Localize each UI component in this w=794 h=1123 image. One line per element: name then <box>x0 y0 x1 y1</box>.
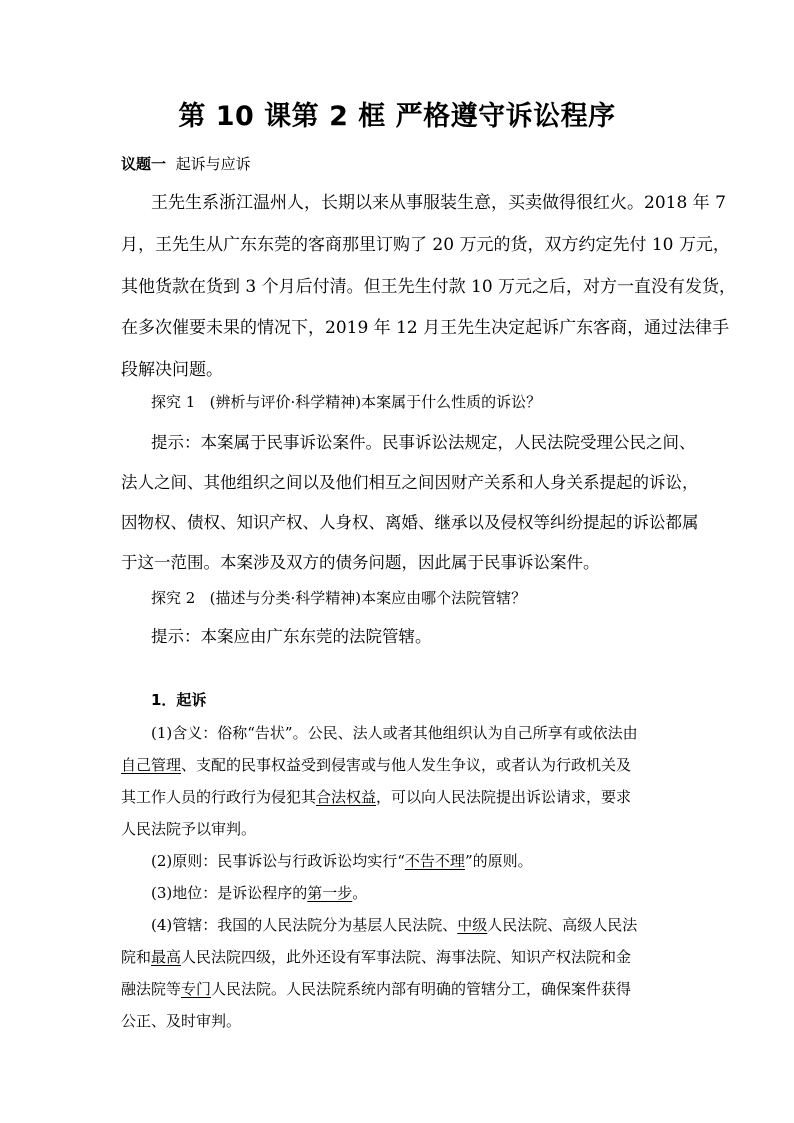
point-line: 融法院等专门人民法院。人民法院系统内部有明确的管辖分工，确保案件获得 <box>121 980 632 998</box>
case-line: 王先生系浙江温州人，长期以来从事服装生意，买卖做得很红火。2018 年 7 <box>151 193 726 213</box>
explore-text: (辨析与评价·科学精神)本案属于什么性质的诉讼？ <box>209 393 542 411</box>
point-status: (3)地位：是诉讼程序的第一步。 <box>151 884 368 902</box>
answer-line: 法人之间、其他组织之间以及他们相互之间因财产关系和人身关系提起的诉讼， <box>121 473 699 492</box>
answer-line: 于这一范围。本案涉及双方的债务问题，因此属于民事诉讼案件。 <box>121 553 600 572</box>
underlined-term: 第一步 <box>307 884 353 902</box>
underlined-term: 合法权益 <box>316 788 377 806</box>
explore-question-2 <box>151 587 526 608</box>
underlined-term: 最高 <box>151 948 182 966</box>
heading-sue: 1．起诉 <box>151 691 207 709</box>
point-line: (1)含义：俗称“告状”。公民、法人或者其他组织认为自己所享有或依法由 <box>151 724 638 742</box>
underlined-term: 专门 <box>181 980 212 998</box>
case-line: 月，王先生从广东东莞的客商那里订购了 20 万元的货，双方约定先付 10 万元， <box>121 235 730 255</box>
underlined-term: 中级 <box>457 916 488 934</box>
underlined-term: 不告不理 <box>404 852 465 870</box>
case-line: 其他货款在货到 3 个月后付清。但王先生付款 10 万元之后，对方一直没有发货， <box>121 277 737 297</box>
explore-label: 探究 1 <box>151 393 196 411</box>
section-heading <box>121 153 251 174</box>
answer-line: 因物权、债权、知识产权、人身权、离婚、继承以及侵权等纠纷提起的诉讼都属 <box>121 513 699 532</box>
point-line: 其工作人员的行政行为侵犯其合法权益，可以向人民法院提出诉讼请求，要求 <box>121 788 632 806</box>
section-topic: 起诉与应诉 <box>175 155 251 173</box>
point-line: (4)管辖：我国的人民法院分为基层人民法院、中级人民法院、高级人民法 <box>151 916 638 934</box>
point-principle: (2)原则：民事诉讼与行政诉讼均实行“不告不理”的原则。 <box>151 852 533 870</box>
case-line: 在多次催要未果的情况下，2019 年 12 月王先生决定起诉广东客商，通过法律手 <box>121 318 730 338</box>
section-label: 议题一 <box>121 155 167 173</box>
case-line: 段解决问题。 <box>121 360 223 380</box>
explore-label: 探究 2 <box>151 589 196 607</box>
underlined-term: 自己管理 <box>121 756 182 774</box>
page-title: 第 10 课第 2 框 严格遵守诉讼程序 <box>178 101 616 132</box>
point-line: 院和最高人民法院四级，此外还设有军事法院、海事法院、知识产权法院和金 <box>121 948 632 966</box>
point-line: 自己管理、支配的民事权益受到侵害或与他人发生争议，或者认为行政机关及 <box>121 756 632 774</box>
point-line: 人民法院予以审判。 <box>121 820 257 838</box>
explore-question-1 <box>151 391 541 412</box>
answer-2: 提示：本案应由广东东莞的法院管辖。 <box>151 627 432 646</box>
answer-line: 提示：本案属于民事诉讼案件。民事诉讼法规定，人民法院受理公民之间、 <box>151 433 696 452</box>
explore-text: (描述与分类·科学精神)本案应由哪个法院管辖？ <box>209 589 527 607</box>
point-line: 公正、及时审判。 <box>121 1012 242 1030</box>
